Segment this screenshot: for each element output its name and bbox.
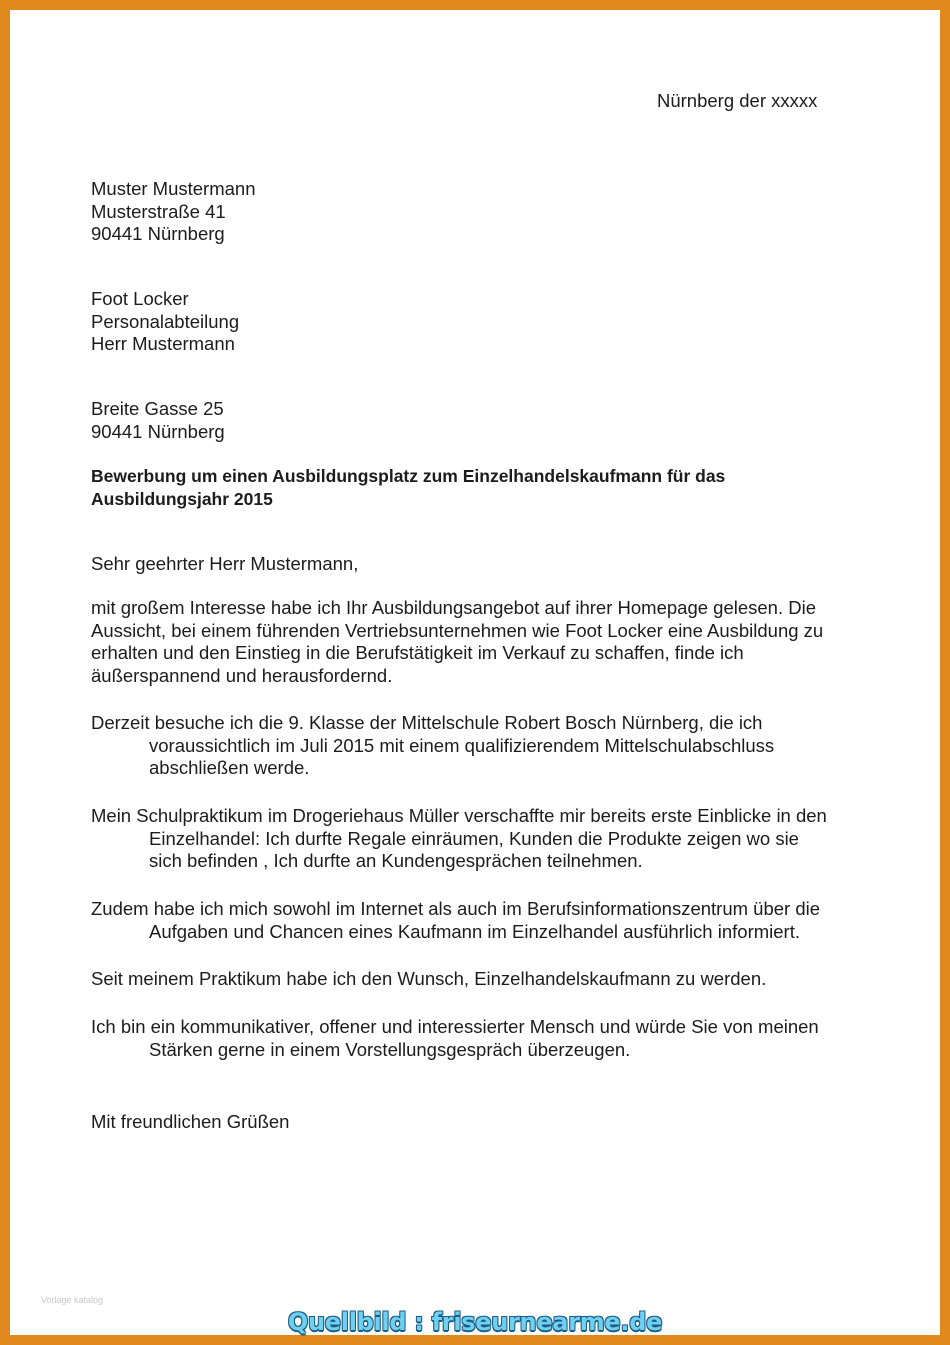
recipient-department: Personalabteilung xyxy=(91,310,240,332)
salutation: Sehr geehrter Herr Mustermann, xyxy=(91,553,359,574)
sender-city: 90441 Nürnberg xyxy=(91,223,225,244)
paragraph-line: abschließen werde. xyxy=(149,757,310,778)
source-caption: Quellbild : friseurnearme.de xyxy=(287,1308,663,1336)
paragraph-line: Einzelhandel: Ich durfte Regale einräumen, Kunden die Produkte zeigen wo sie xyxy=(149,827,799,849)
paragraph-line: Ich bin ein kommunikativer, offener und interessierter Mensch und würde Sie von meinen xyxy=(91,1016,819,1037)
sender-name: Muster Mustermann xyxy=(91,178,256,199)
recipient-city: 90441 Nürnberg xyxy=(91,420,225,442)
paragraph-line: Aussicht, bei einem führenden Vertriebsunternehmen wie Foot Locker eine Ausbildung zu xyxy=(91,619,824,641)
paragraph-line: erhalten und den Einstieg in die Berufstätigkeit im Verkauf zu schaffen, finde ich xyxy=(91,642,744,663)
paragraph-line: voraussichtlich im Juli 2015 mit einem qualifizierendem Mittelschulabschluss xyxy=(149,734,775,756)
paragraph-line: äußerspannend und herausfordernd. xyxy=(91,664,393,686)
letter-page xyxy=(10,10,940,1335)
place-date: Nürnberg der xxxxx xyxy=(657,90,818,111)
paragraph-line: Zudem habe ich mich sowohl im Internet als auch im Berufsinformationszentrum über die xyxy=(91,898,821,919)
recipient-person: Herr Mustermann xyxy=(91,333,235,354)
recipient-company: Foot Locker xyxy=(91,288,189,309)
subject-line-1: Bewerbung um einen Ausbildungsplatz zum Einzelhandelskaufmann für das xyxy=(91,466,726,486)
paragraph-line: Derzeit besuche ich die 9. Klasse der Mittelschule Robert Bosch Nürnberg, die ich xyxy=(91,712,763,733)
paragraph-line: sich befinden , Ich durfte an Kundengesprächen teilnehmen. xyxy=(149,850,643,871)
recipient-street: Breite Gasse 25 xyxy=(91,398,224,419)
subject-line-2: Ausbildungsjahr 2015 xyxy=(91,488,273,509)
paragraph-line: mit großem Interesse habe ich Ihr Ausbildungsangebot auf ihrer Homepage gelesen. Die xyxy=(91,597,817,618)
paragraph-line: Aufgaben und Chancen eines Kaufmann im Einzelhandel ausführlich informiert. xyxy=(149,920,800,942)
sender-street: Musterstraße 41 xyxy=(91,200,226,222)
watermark-text: Vorlage katalog xyxy=(41,1295,104,1305)
paragraph-line: Stärken gerne in einem Vorstellungsgespräch überzeugen. xyxy=(149,1038,631,1060)
paragraph-line: Seit meinem Praktikum habe ich den Wunsch, Einzelhandelskaufmann zu werden. xyxy=(91,968,767,989)
closing: Mit freundlichen Grüßen xyxy=(91,1111,290,1132)
paragraph-line: Mein Schulpraktikum im Drogeriehaus Müller verschaffte mir bereits erste Einblicke in den xyxy=(91,805,827,826)
